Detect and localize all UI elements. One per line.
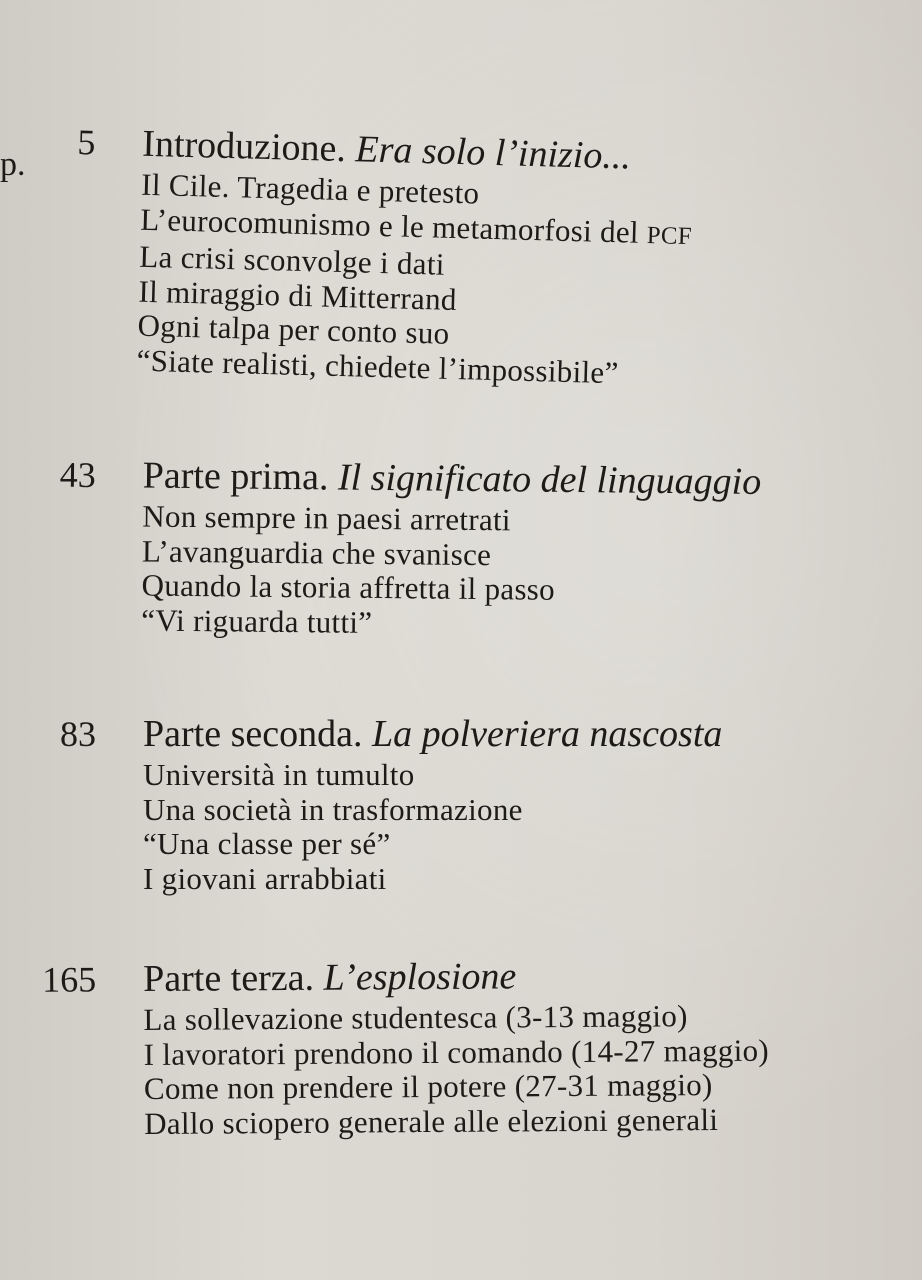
chapter-title: Una società in trasformazione xyxy=(143,791,523,827)
section-subtitle: Era solo l’inizio... xyxy=(354,128,632,178)
chapter-title: L’avanguardia che svanisce xyxy=(141,532,492,572)
chapter-title: Dallo sciopero generale alle elezioni generali xyxy=(144,1101,719,1141)
toc-section-parte-terza xyxy=(0,952,922,1141)
section-title: Parte prima. xyxy=(142,454,329,499)
chapter-title: Università in tumulto xyxy=(143,757,415,792)
page-number: 43 xyxy=(59,454,96,496)
section-heading xyxy=(143,712,722,756)
toc-section-parte-prima xyxy=(0,452,922,640)
chapter-title: Quando la storia affretta il passo xyxy=(141,567,556,607)
chapter-list xyxy=(141,499,556,641)
page-number: 165 xyxy=(42,959,97,1000)
chapter-title: I giovani arrabbiati xyxy=(143,860,387,896)
section-title: Parte terza. xyxy=(143,956,315,1001)
chapter-title: Il miraggio di Mitterrand xyxy=(138,273,458,317)
toc-section-introduzione xyxy=(0,118,922,390)
chapter-title: Non sempre in paesi arretrati xyxy=(142,498,512,538)
section-heading xyxy=(143,954,517,1001)
page-number: 83 xyxy=(60,714,96,754)
chapter-title: L’eurocomunismo e le metamorfosi del PCF xyxy=(139,201,693,250)
page-number: 5 xyxy=(76,122,96,163)
abbreviation: PCF xyxy=(646,221,693,250)
chapter-list xyxy=(143,758,523,896)
section-title: Parte seconda. xyxy=(143,713,363,755)
page-prefix: p. xyxy=(0,146,26,183)
section-subtitle: La polveriera nascosta xyxy=(371,713,723,755)
chapter-title: “Siate realisti, chiedete l’impossibile” xyxy=(136,342,620,390)
chapter-title: I lavoratori prendono il comando (14-27 maggio) xyxy=(143,1032,770,1072)
section-heading xyxy=(143,453,762,503)
section-subtitle: L’esplosione xyxy=(323,955,517,999)
chapter-title: La crisi sconvolge i dati xyxy=(138,238,446,282)
section-subtitle: Il significato del linguaggio xyxy=(337,456,762,503)
chapter-title: “Vi riguarda tutti” xyxy=(141,601,373,640)
chapter-title: Come non prendere il potere (27-31 maggio) xyxy=(143,1067,713,1106)
section-title: Introduzione. xyxy=(141,122,347,171)
chapter-title: “Una classe per sé” xyxy=(143,826,391,861)
chapter-list xyxy=(143,999,769,1141)
chapter-title: La sollevazione studentesca (3-13 maggio) xyxy=(143,998,688,1037)
chapter-list xyxy=(136,168,693,392)
chapter-title: Ogni talpa per conto suo xyxy=(137,307,450,351)
chapter-title: Il Cile. Tragedia e pretesto xyxy=(140,166,480,211)
